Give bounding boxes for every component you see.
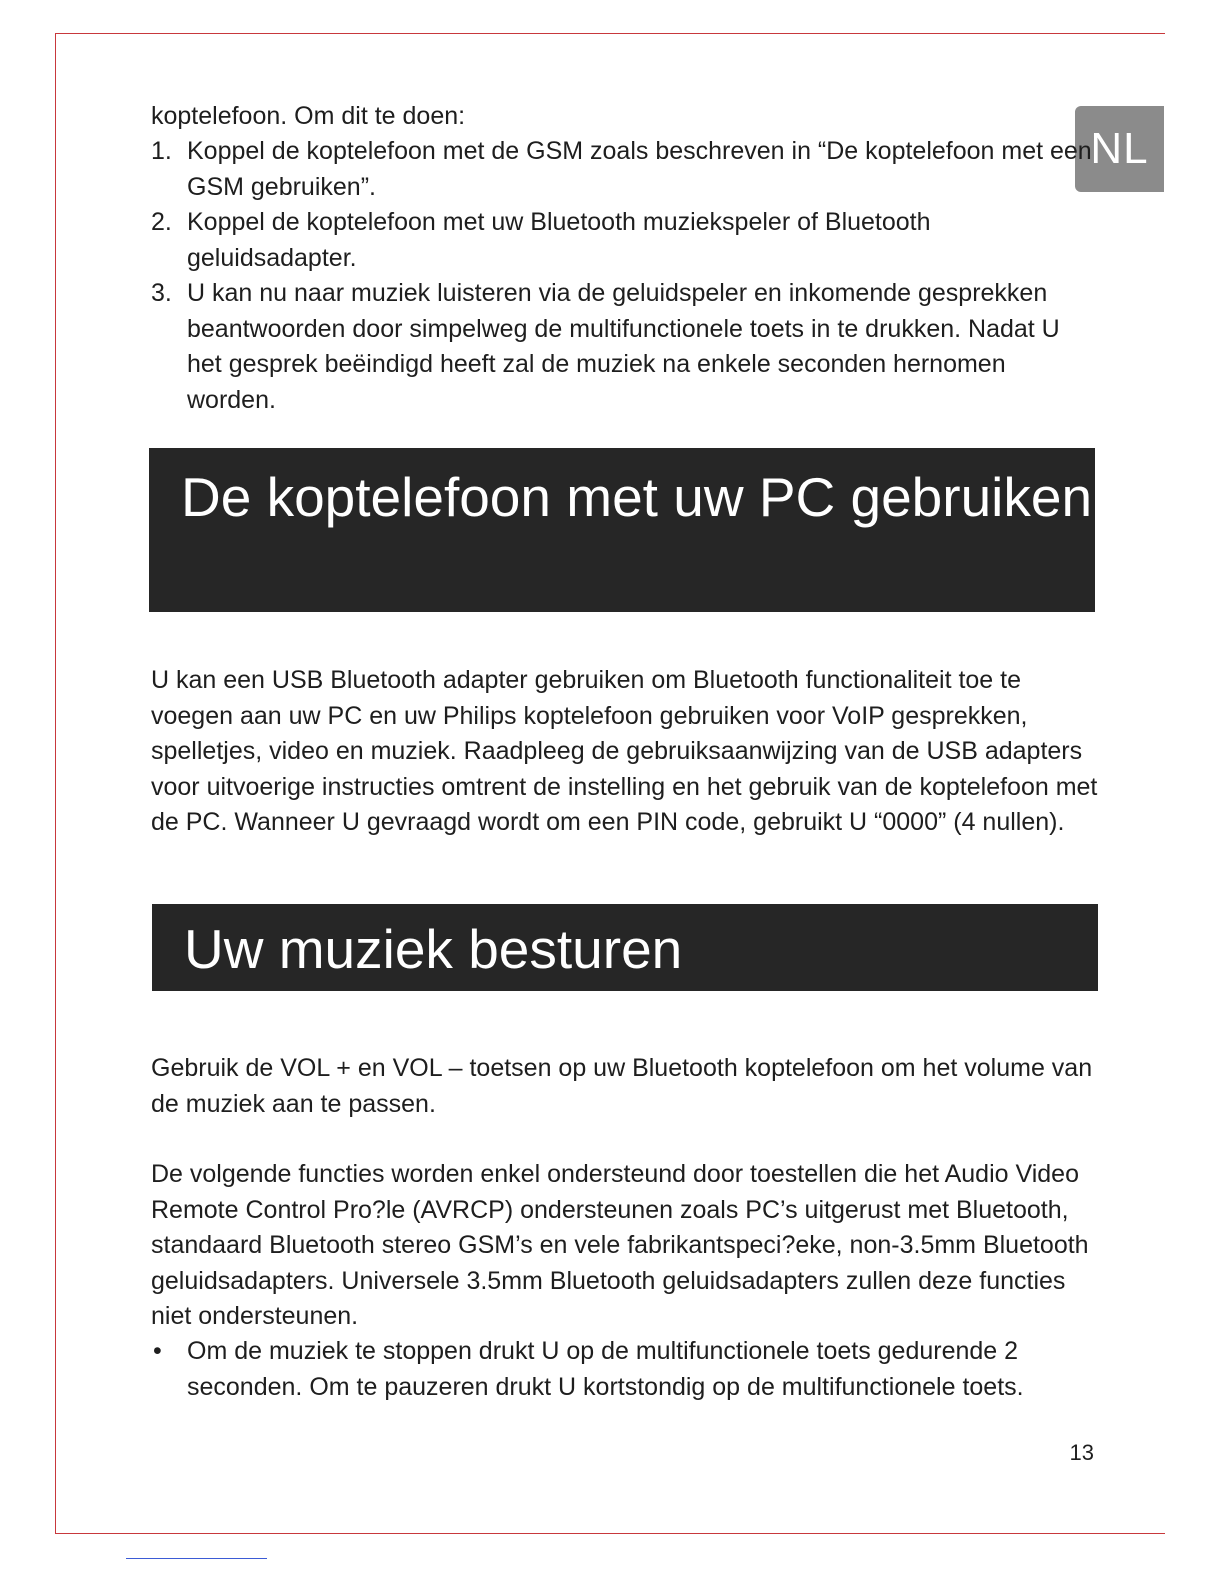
page-frame-bottom [55, 1533, 1165, 1534]
section-heading-music: Uw muziek besturen [152, 904, 1098, 991]
bullet-text: Om de muziek te stoppen drukt U op de multifunctionele toets gedurende 2 seconden. Om te pauzeren drukt U kortstondig op de multifunctionele toets. [187, 1337, 1024, 1401]
step-item [151, 276, 1101, 418]
step-text: Koppel de koptelefoon met de GSM zoals beschreven in “De koptelefoon met een GSM gebruiken”. [187, 137, 1092, 201]
section-pc-body: U kan een USB Bluetooth adapter gebruiken om Bluetooth functionaliteit toe te voegen aan uw PC en uw Philips koptelefoon gebruiken voor VoIP gesprekken, spelletjes, video en muziek. Raadpleeg de gebruiksaanwijzing van de USB adapters voor uitvoerige instructies omtrent de instelling en het gebruik van de koptelefoon met de PC. Wanneer U gevraagd wordt om een PIN code, gebruikt U “0000” (4 nullen). [151, 666, 1098, 836]
step-number: 1. [151, 137, 172, 165]
section-music-body-2: De volgende functies worden enkel ondersteund door toestellen die het Audio Video Remote Control Pro?le (AVRCP) ondersteunen zoals PC’s uitgerust met Bluetooth, standaard Bluetooth stereo GSM’s en vele fabrikantspeci?eke, non-3.5mm Bluetooth geluidsadapters. Universele 3.5mm Bluetooth geluidsadapters zullen deze functies niet ondersteunen. [151, 1160, 1089, 1330]
step-text: Koppel de koptelefoon met uw Bluetooth muziekspeler of Bluetooth geluidsadapter. [187, 208, 931, 272]
section-music-body-1: Gebruik de VOL + en VOL – toetsen op uw Bluetooth koptelefoon om het volume van de muziek aan te passen. [151, 1054, 1093, 1118]
steps-list [151, 134, 1101, 418]
page-frame-left [55, 33, 56, 1533]
step-item [151, 134, 1101, 205]
step-number: 3. [151, 279, 172, 307]
language-tab: NL [1075, 106, 1164, 192]
step-number: 2. [151, 208, 172, 236]
bullet-item [151, 1334, 1101, 1405]
bullet-list [151, 1334, 1101, 1405]
section-heading-pc: De koptelefoon met uw PC gebruiken [149, 448, 1095, 612]
page-number: 13 [1069, 1440, 1094, 1465]
intro-text: koptelefoon. Om dit te doen: [151, 102, 466, 130]
bullet-icon: • [153, 1337, 162, 1365]
step-text: U kan nu naar muziek luisteren via de geluidspeler en inkomende gesprekken beantwoorden door simpelweg de multifunctionele toets in te drukken. Nadat U het gesprek beëindigd heeft zal de muziek na enkele seconden hernomen worden. [187, 279, 1060, 414]
page-frame-top [55, 33, 1165, 34]
step-item [151, 205, 1101, 276]
footer-link-line [126, 1558, 267, 1559]
